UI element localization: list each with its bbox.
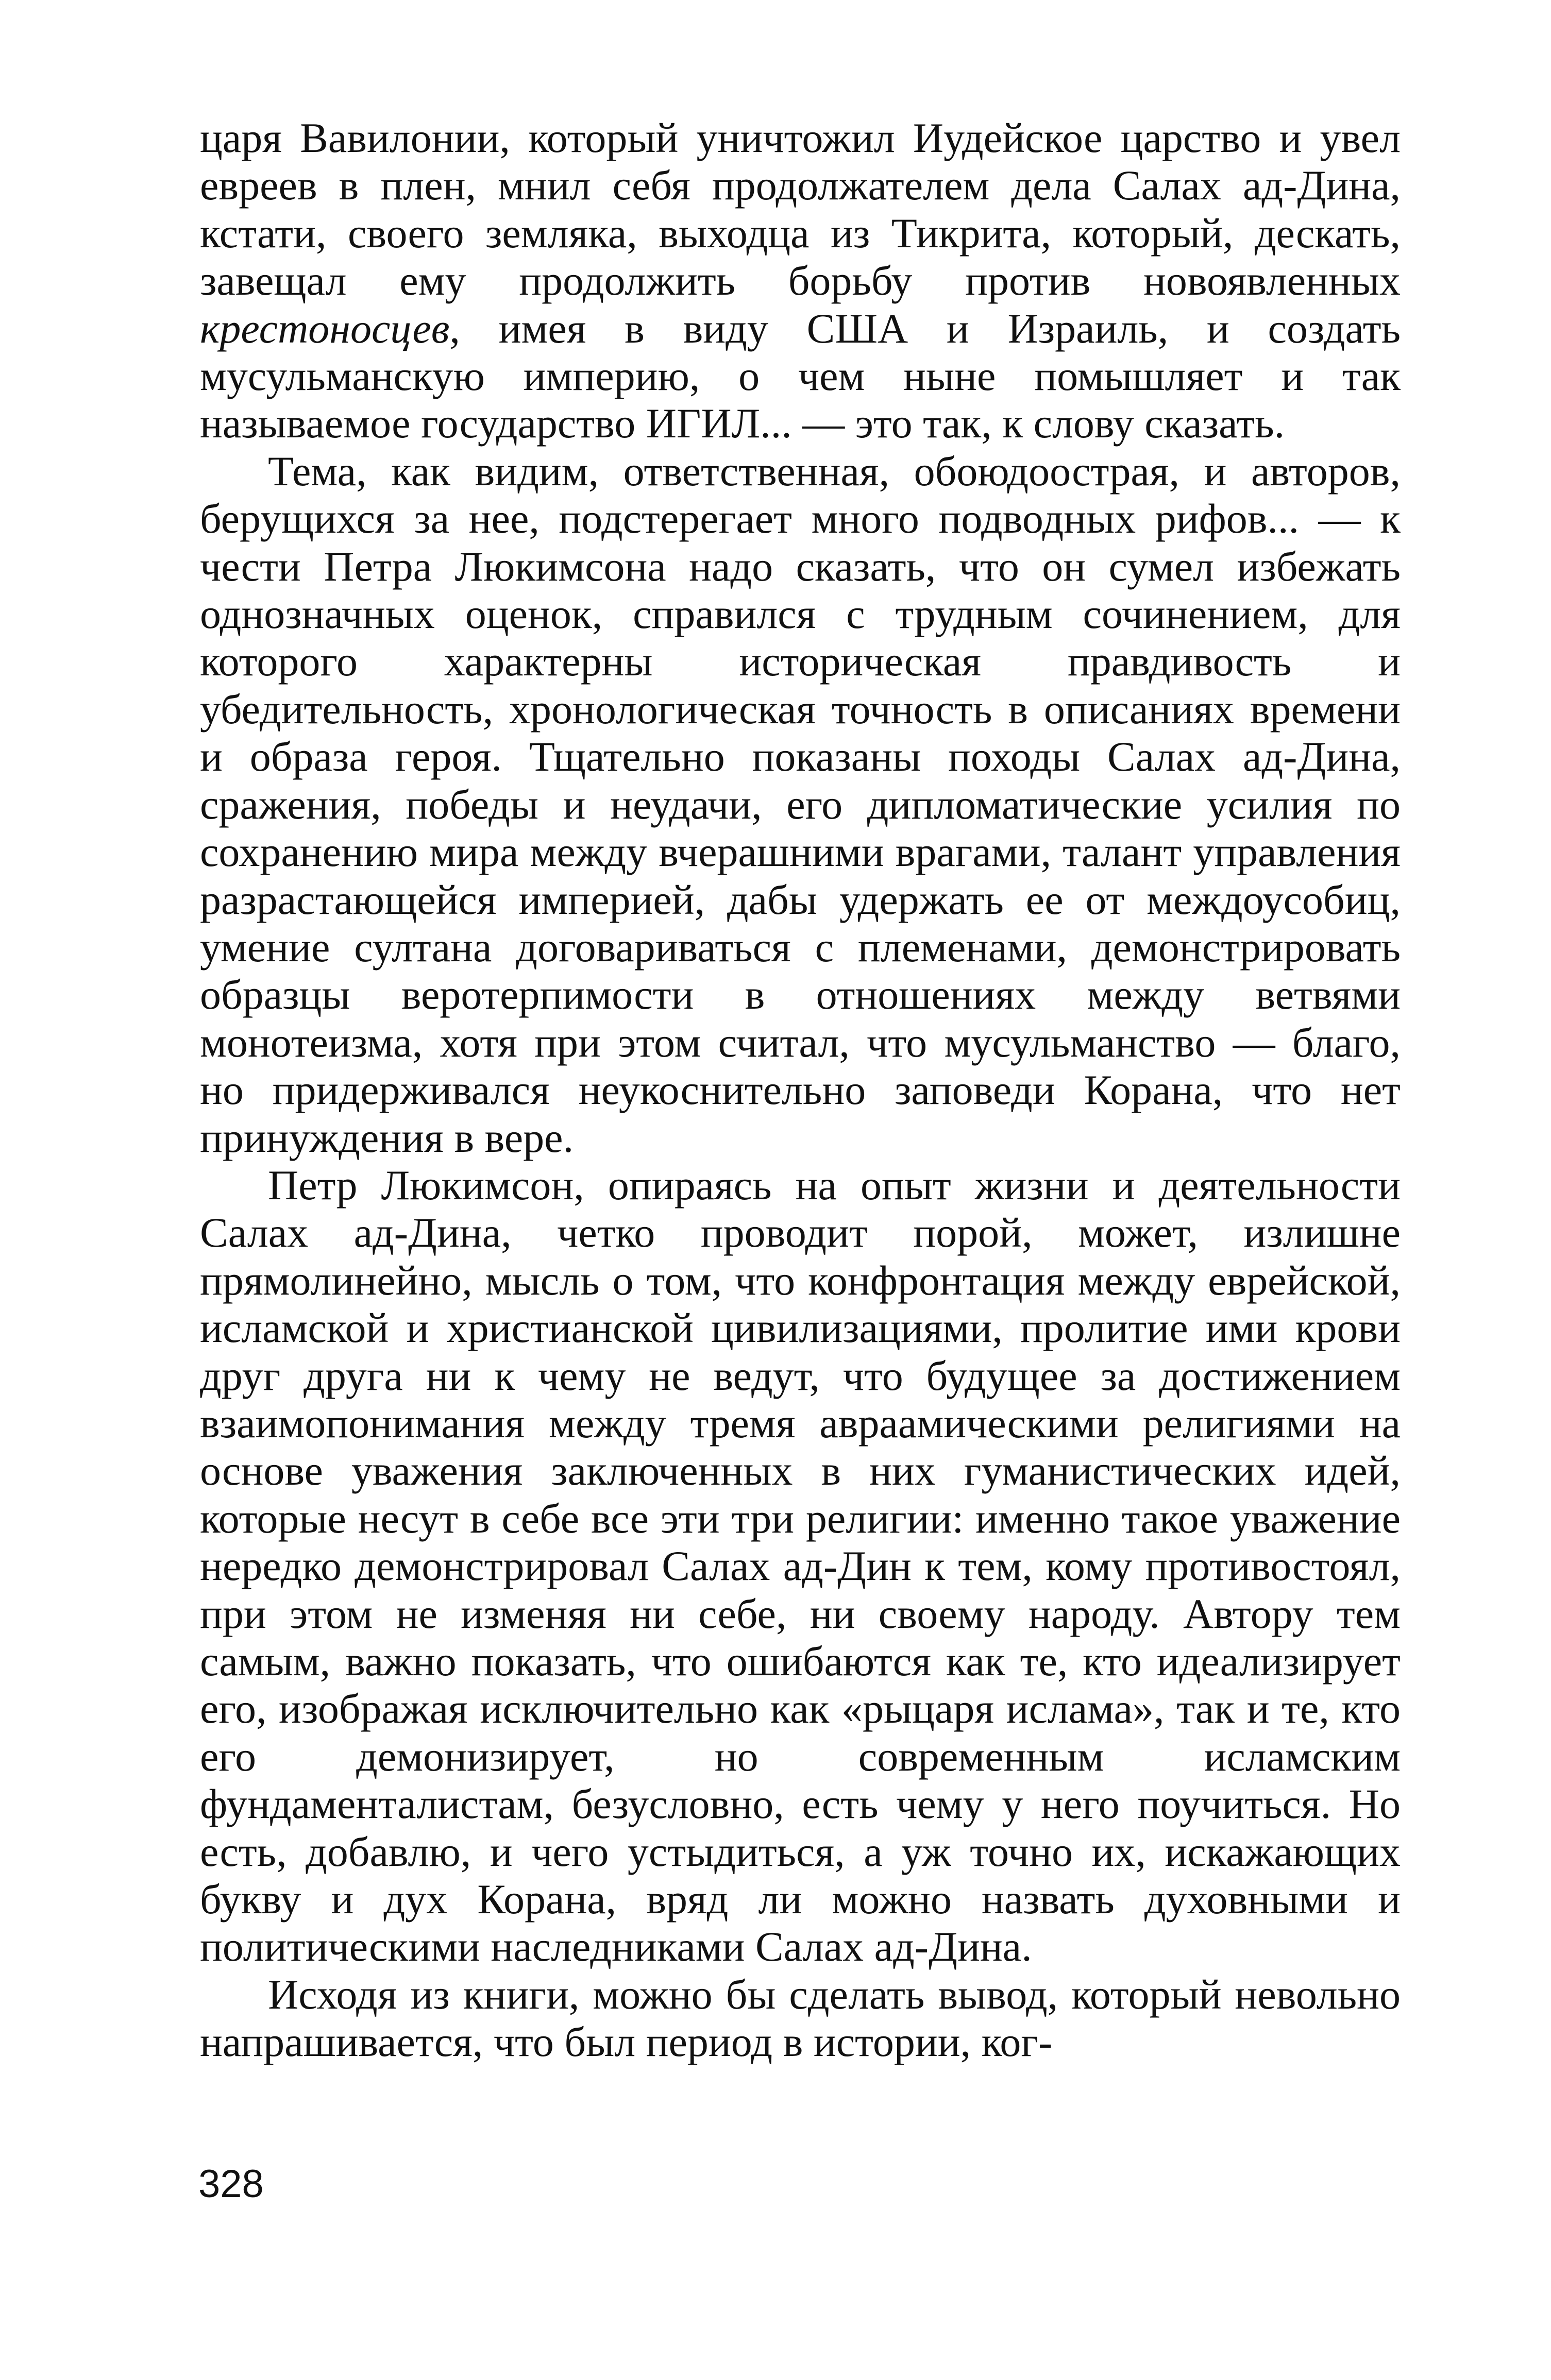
italic-term: крестоносцев <box>200 304 450 352</box>
paragraph-4: Исходя из книги, можно бы сделать вывод, который невольно напрашивается, что был период в истории, ког- <box>200 1970 1401 2066</box>
paragraph-2: Тема, как видим, ответственная, обоюдоострая, и авторов, берущихся за нее, подстерегает много подводных рифов... — к чести Петра Люкимсона надо сказать, что он сумел избежать однозначных оценок, справился с трудным сочинением, для которого характерны историческая правдивость и убедительность, хронологическая точность в описаниях времени и образа героя. Тщательно показаны походы Салах ад-Дина, сражения, победы и неудачи, его дипломатические усилия по сохранению мира между вчерашними врагами, талант управления разрастающейся империей, дабы удержать ее от междоусобиц, умение султана договариваться с племенами, демонстрировать образцы веротерпимости в отношениях между ветвями монотеизма, хотя при этом считал, что мусульманство — благо, но придерживался неукоснительно заповеди Корана, что нет принуждения в вере. <box>200 447 1401 1161</box>
body-text <box>200 114 1401 2066</box>
paragraph-1 <box>200 114 1401 448</box>
page-number: 328 <box>198 2162 264 2206</box>
paragraph-3: Петр Люкимсон, опираясь на опыт жизни и деятельности Салах ад-Дина, четко проводит порой, может, излишне прямолинейно, мысль о том, что конфронтация между еврейской, исламской и христианской цивилизациями, пролитие ими крови друг друга ни к чему не ведут, что будущее за достижением взаимопонимания между тремя авраамическими религиями на основе уважения заключенных в них гуманистических идей, которые несут в себе все эти три религии: именно такое уважение нередко демонстрировал Салах ад-Дин к тем, кому противостоял, при этом не изменяя ни себе, ни своему народу. Автору тем самым, важно показать, что ошибаются как те, кто идеализирует его, изображая исключительно как «рыцаря ислама», так и те, кто его демонизирует, но современным исламским фундаменталистам, безусловно, есть чему у него поучиться. Но есть, добавлю, и чего устыдиться, а уж точно их, искажающих букву и дух Корана, вряд ли можно назвать духовными и политическими наследниками Салах ад-Дина. <box>200 1161 1401 1970</box>
paragraph-1-text-end: , имея в виду США и Израиль, и создать мусульманскую империю, о чем ныне помышляет и так называемое государство ИГИЛ... — это так, к слову сказать. <box>200 304 1401 447</box>
paragraph-1-text-start: царя Вавилонии, который уничтожил Иудейское царство и увел евреев в плен, мнил себя продолжателем дела Салах ад-Дина, кстати, своего земляка, выходца из Тикрита, который, дескать, завещал ему продолжить борьбу против новоявленных <box>200 114 1401 304</box>
